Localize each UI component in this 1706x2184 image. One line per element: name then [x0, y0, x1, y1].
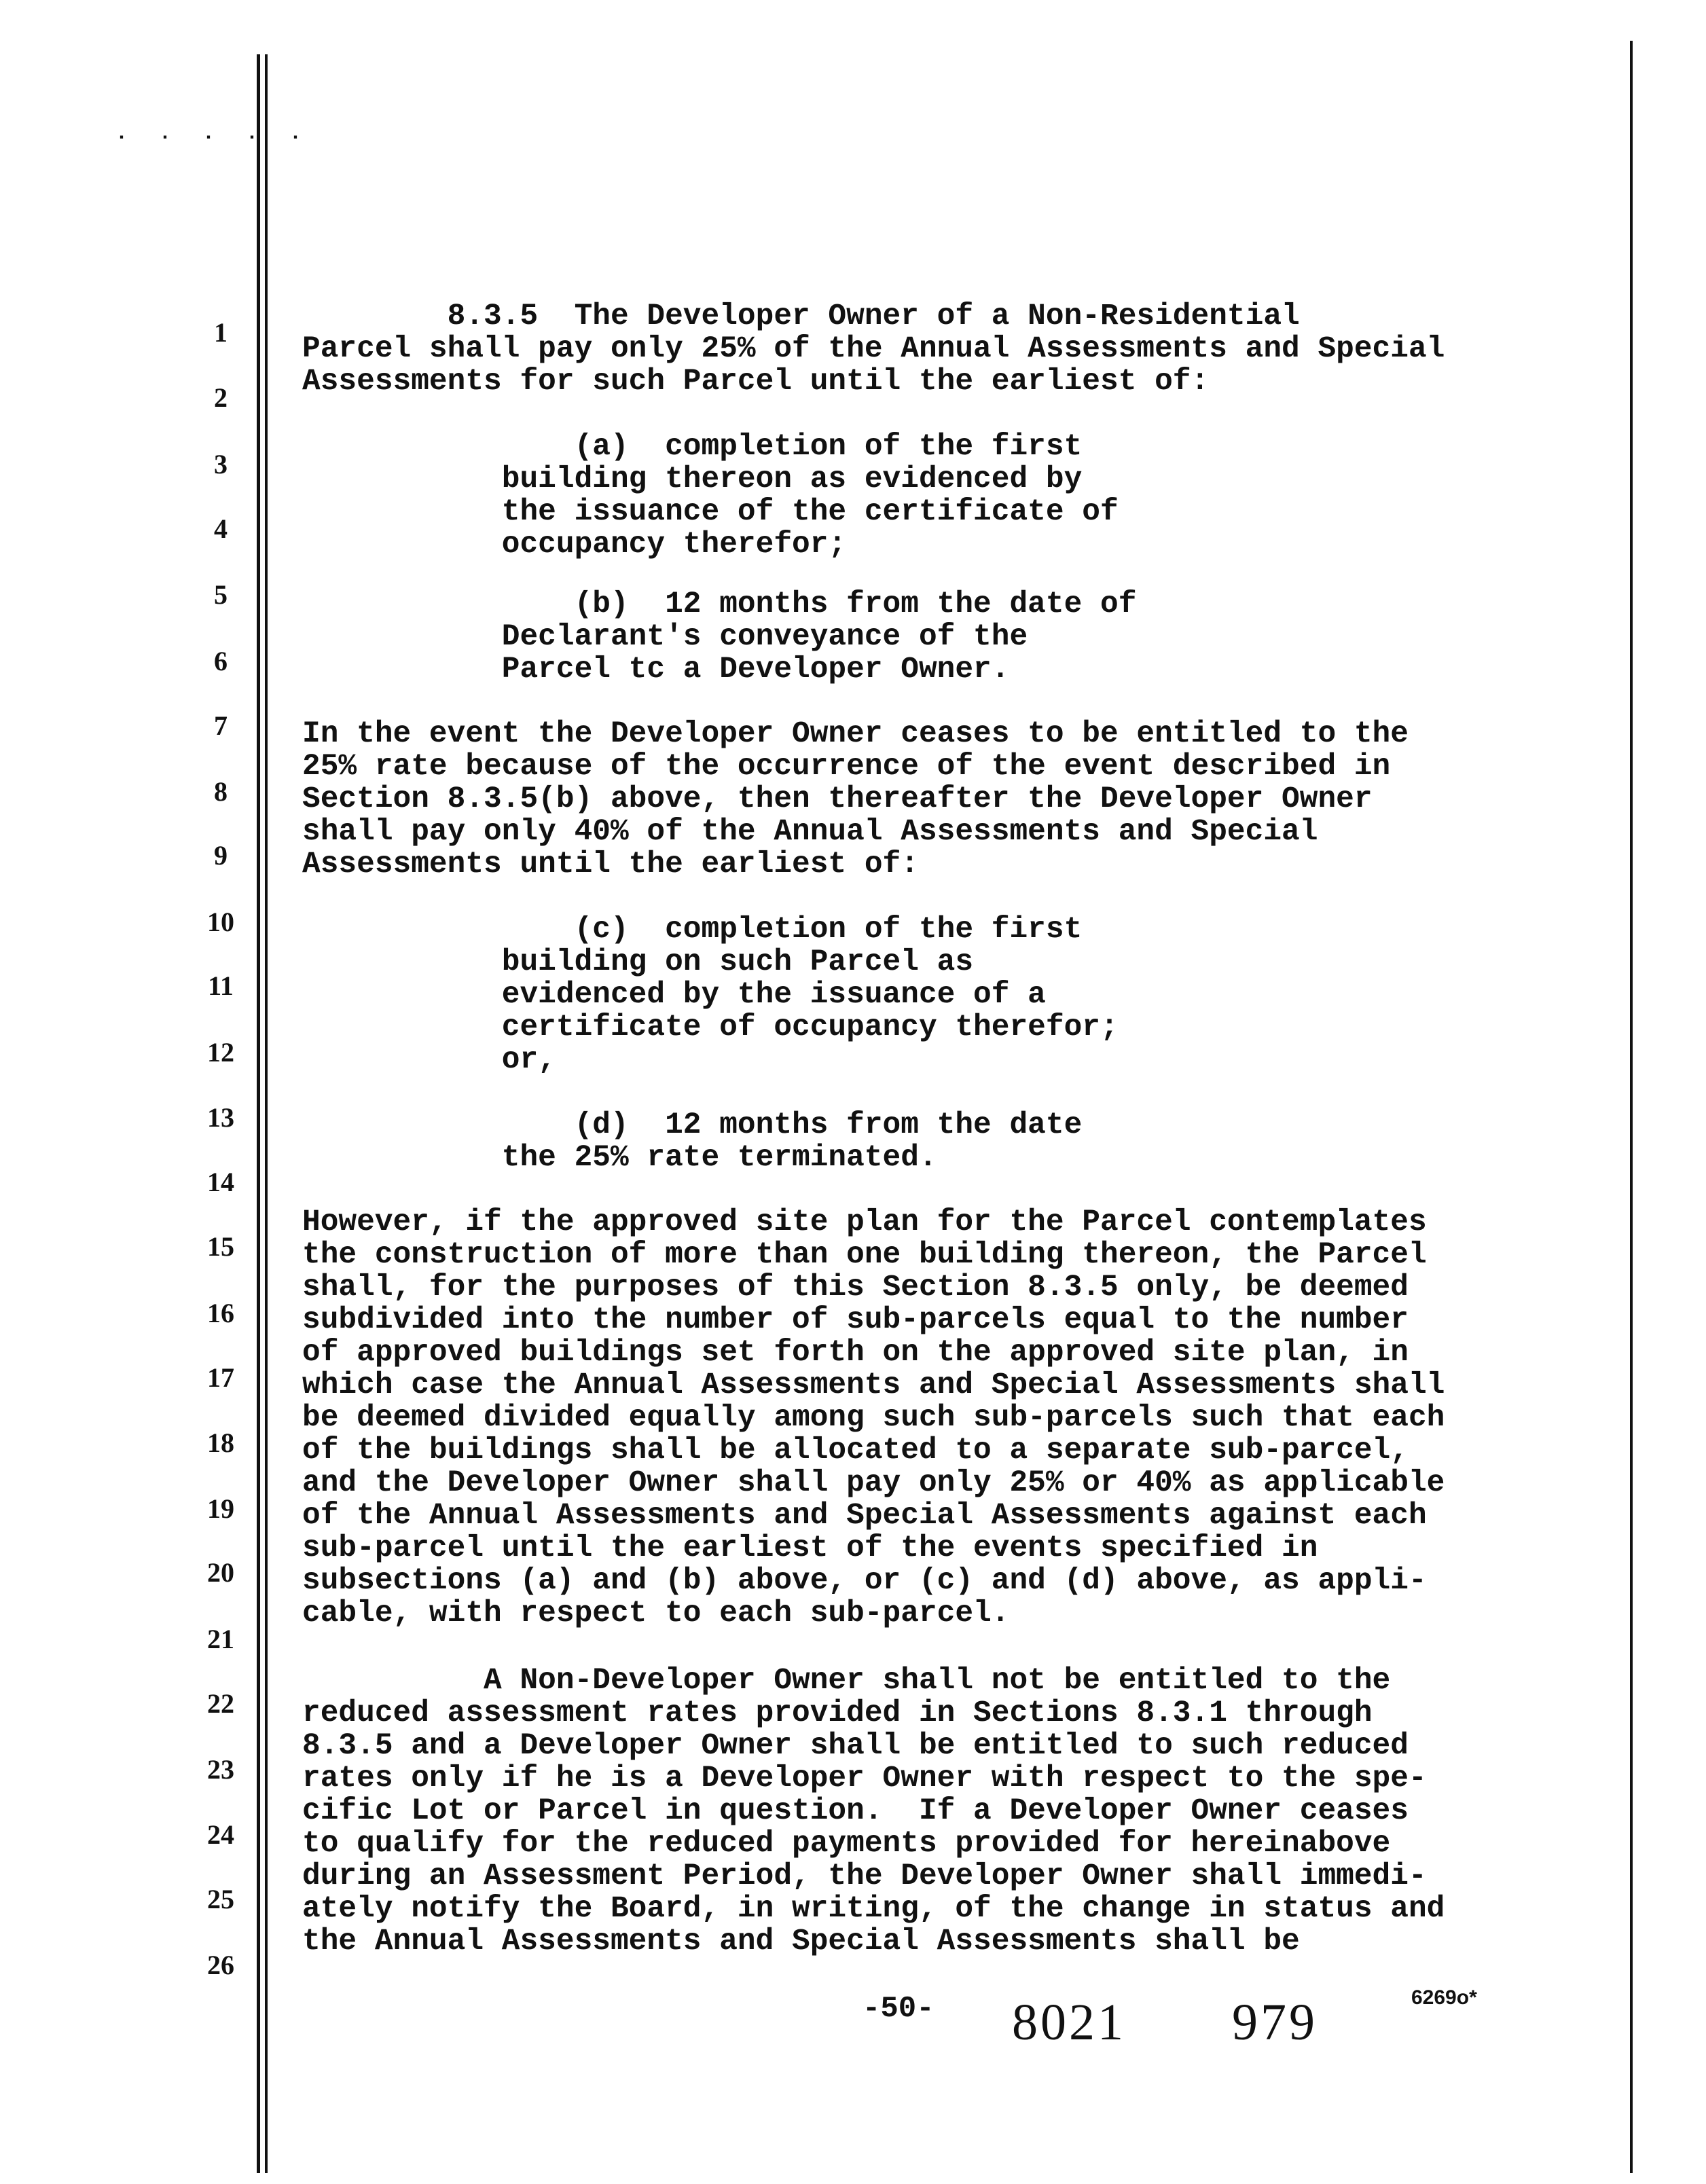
- page-number: -50-: [863, 1992, 934, 2026]
- line-number: 8: [214, 776, 228, 807]
- line-number: 19: [207, 1493, 234, 1524]
- text-line: In the event the Developer Owner ceases to be entitled to the: [302, 717, 1409, 751]
- text-line: Declarant's conveyance of the: [302, 620, 1028, 654]
- line-number: 14: [207, 1167, 234, 1197]
- text-line: Section 8.3.5(b) above, then thereafter the Developer Owner: [302, 782, 1373, 816]
- line-number: 17: [207, 1362, 234, 1393]
- text-line: Parcel tc a Developer Owner.: [302, 653, 1010, 687]
- text-line: occupancy therefor;: [302, 528, 847, 562]
- left-margin-rule-inner: [265, 54, 268, 2173]
- text-line: be deemed divided equally among such sub-parcels such that each: [302, 1401, 1445, 1435]
- text-line: the construction of more than one building thereon, the Parcel: [302, 1238, 1427, 1272]
- line-number: 1: [214, 317, 228, 348]
- line-number: 25: [207, 1884, 234, 1914]
- text-line: shall pay only 40% of the Annual Assessments and Special: [302, 815, 1318, 849]
- text-line: certificate of occupancy therefor;: [302, 1011, 1119, 1044]
- document-code: 6269o*: [1411, 1986, 1477, 2009]
- text-line: (b) 12 months from the date of: [302, 587, 1137, 621]
- text-line: of the buildings shall be allocated to a separate sub-parcel,: [302, 1434, 1409, 1468]
- text-line: subsections (a) and (b) above, or (c) and (d) above, as appli-: [302, 1564, 1427, 1598]
- text-line: A Non-Developer Owner shall not be entitled to the: [302, 1664, 1391, 1698]
- line-number: 18: [207, 1427, 234, 1458]
- text-line: sub-parcel until the earliest of the events specified in: [302, 1531, 1318, 1565]
- text-line: 8.3.5 and a Developer Owner shall be entitled to such reduced: [302, 1729, 1409, 1763]
- stamp-page-number: 979: [1232, 1994, 1318, 2051]
- text-line: during an Assessment Period, the Developer Owner shall immedi-: [302, 1859, 1427, 1893]
- text-line: of approved buildings set forth on the approved site plan, in: [302, 1336, 1409, 1370]
- text-line: Assessments for such Parcel until the earliest of:: [302, 365, 1210, 399]
- line-number: 20: [207, 1557, 234, 1588]
- line-number: 3: [214, 449, 228, 479]
- text-line: to qualify for the reduced payments provided for hereinabove: [302, 1827, 1391, 1861]
- line-number: 24: [207, 1819, 234, 1850]
- line-number: 6: [214, 646, 228, 676]
- text-line: reduced assessment rates provided in Sections 8.3.1 through: [302, 1696, 1373, 1730]
- line-number: 4: [214, 513, 228, 544]
- text-line: Assessments until the earliest of:: [302, 848, 919, 881]
- line-number: 21: [207, 1624, 234, 1654]
- left-margin-rule-outer: [257, 54, 260, 2173]
- text-line: the 25% rate terminated.: [302, 1141, 937, 1175]
- text-line: evidenced by the issuance of a: [302, 978, 1046, 1012]
- text-line: 8.3.5 The Developer Owner of a Non-Residential: [302, 299, 1300, 333]
- line-number: 22: [207, 1688, 234, 1719]
- text-line: subdivided into the number of sub-parcels equal to the number: [302, 1303, 1409, 1337]
- text-line: cable, with respect to each sub-parcel.: [302, 1597, 1010, 1631]
- line-number: 16: [207, 1298, 234, 1328]
- text-line: (a) completion of the first: [302, 430, 1083, 464]
- text-line: (c) completion of the first: [302, 913, 1083, 947]
- text-line: Parcel shall pay only 25% of the Annual Assessments and Special: [302, 332, 1445, 366]
- line-number: 7: [214, 710, 228, 741]
- text-line: the Annual Assessments and Special Assessments shall be: [302, 1925, 1300, 1959]
- text-line: However, if the approved site plan for the Parcel contemplates: [302, 1205, 1427, 1239]
- text-line: (d) 12 months from the date: [302, 1108, 1083, 1142]
- line-number: 15: [207, 1231, 234, 1262]
- text-line: and the Developer Owner shall pay only 25% or 40% as applicable: [302, 1466, 1445, 1500]
- text-line: rates only if he is a Developer Owner with respect to the spe-: [302, 1762, 1427, 1796]
- line-number: 12: [207, 1037, 234, 1068]
- text-line: ately notify the Board, in writing, of the change in status and: [302, 1892, 1445, 1926]
- text-line: which case the Annual Assessments and Special Assessments shall: [302, 1368, 1445, 1402]
- text-line: or,: [302, 1043, 556, 1077]
- stamp-book-number: 8021: [1012, 1994, 1126, 2051]
- line-number: 23: [207, 1754, 234, 1785]
- right-margin-rule: [1630, 41, 1633, 2173]
- line-number: 10: [207, 907, 234, 937]
- recording-stamp: [1012, 1993, 1318, 2052]
- line-number: 9: [214, 840, 228, 871]
- margin-specks: . . . . .: [115, 122, 312, 145]
- text-line: cific Lot or Parcel in question. If a Developer Owner ceases: [302, 1794, 1409, 1828]
- text-line: 25% rate because of the occurrence of the event described in: [302, 750, 1391, 784]
- text-line: the issuance of the certificate of: [302, 495, 1119, 529]
- text-line: building thereon as evidenced by: [302, 462, 1083, 496]
- line-number: 13: [207, 1102, 234, 1133]
- text-line: of the Annual Assessments and Special Assessments against each: [302, 1499, 1427, 1533]
- text-line: building on such Parcel as: [302, 945, 974, 979]
- line-number: 5: [214, 579, 228, 610]
- line-number: 26: [207, 1950, 234, 1980]
- line-number: 11: [208, 970, 234, 1001]
- line-number: 2: [214, 382, 228, 413]
- text-line: shall, for the purposes of this Section 8.3.5 only, be deemed: [302, 1271, 1409, 1305]
